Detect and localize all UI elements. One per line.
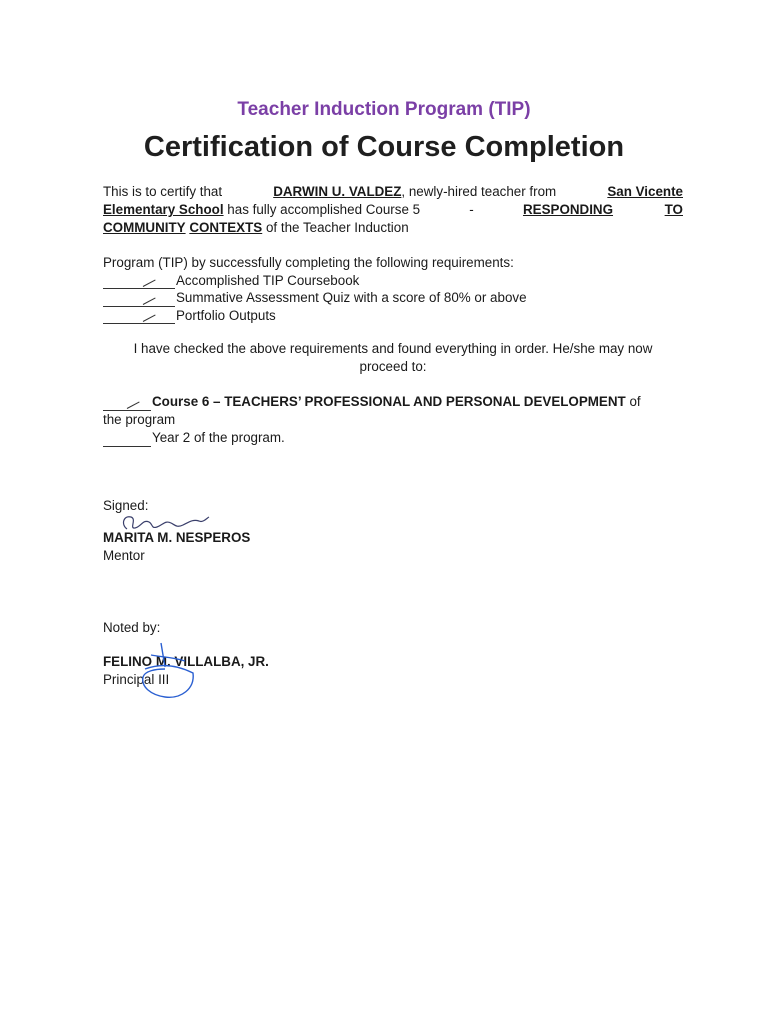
teacher-name: DARWIN U. VALDEZ bbox=[273, 184, 402, 199]
noted-label: Noted by: bbox=[103, 620, 161, 635]
year2-checkbox bbox=[103, 432, 151, 447]
requirement-checkbox bbox=[103, 292, 175, 307]
certification-line-3 bbox=[103, 219, 683, 237]
check-mark-icon bbox=[127, 401, 140, 408]
requirement-item bbox=[103, 289, 703, 307]
text-after-school: has fully accomplished Course 5 bbox=[227, 202, 421, 217]
checked-line-2: proceed to: bbox=[359, 359, 427, 374]
year2-label: Year 2 of the program. bbox=[152, 430, 285, 445]
checked-statement bbox=[103, 340, 683, 376]
certification-paragraph bbox=[103, 183, 683, 237]
principal-name: FELINO M. VILLALBA, JR. bbox=[103, 654, 269, 669]
course6-suffix: of bbox=[629, 394, 641, 409]
intro-text: This is to certify that bbox=[103, 184, 223, 199]
check-mark-icon bbox=[143, 314, 156, 321]
check-mark-icon bbox=[143, 297, 156, 304]
dash-text: - bbox=[469, 202, 474, 217]
text-after-name: , newly-hired teacher from bbox=[401, 184, 557, 199]
course-title-part2: TO bbox=[664, 202, 683, 217]
principal-signature-block bbox=[103, 619, 403, 689]
requirement-checkbox bbox=[103, 274, 175, 289]
requirement-checkbox bbox=[103, 309, 175, 324]
signed-label: Signed: bbox=[103, 498, 149, 513]
requirements-intro: Program (TIP) by successfully completing the following requirements: bbox=[103, 255, 514, 270]
requirement-label: Summative Assessment Quiz with a score of 80% or above bbox=[176, 290, 527, 305]
course6-option bbox=[103, 393, 703, 411]
text-end: of the Teacher Induction bbox=[265, 220, 409, 235]
year2-option bbox=[103, 429, 703, 447]
mentor-signature-icon bbox=[113, 509, 213, 535]
checked-line-1: I have checked the above requirements and found everything in order. He/she may now bbox=[133, 341, 653, 356]
check-mark-icon bbox=[143, 279, 156, 286]
course-title-part4: CONTEXTS bbox=[189, 220, 263, 235]
requirement-item bbox=[103, 272, 703, 290]
school-name-part1: San Vicente bbox=[607, 184, 683, 199]
principal-role: Principal III bbox=[103, 672, 170, 687]
course-title-part1: RESPONDING bbox=[522, 202, 614, 217]
program-title: Teacher Induction Program (TIP) bbox=[237, 99, 531, 120]
next-steps-block bbox=[103, 393, 703, 447]
course6-label: Course 6 – TEACHERS’ PROFESSIONAL AND PERSONAL DEVELOPMENT bbox=[152, 394, 626, 409]
requirement-item bbox=[103, 307, 703, 325]
certification-line-1 bbox=[103, 183, 683, 201]
certificate-title: Certification of Course Completion bbox=[143, 131, 625, 163]
requirements-block bbox=[103, 254, 703, 324]
requirement-label: Accomplished TIP Coursebook bbox=[176, 272, 360, 288]
requirement-label: Portfolio Outputs bbox=[176, 307, 276, 323]
principal-signature-icon bbox=[121, 639, 201, 703]
course6-line-2: the program bbox=[103, 412, 176, 427]
mentor-signature-block bbox=[103, 497, 403, 565]
school-name-part2: Elementary School bbox=[103, 202, 224, 217]
course-title-part3: COMMUNITY bbox=[103, 220, 186, 235]
mentor-name: MARITA M. NESPEROS bbox=[103, 530, 251, 545]
mentor-role: Mentor bbox=[103, 548, 145, 563]
certification-line-2 bbox=[103, 201, 683, 219]
course6-checkbox bbox=[103, 396, 151, 411]
